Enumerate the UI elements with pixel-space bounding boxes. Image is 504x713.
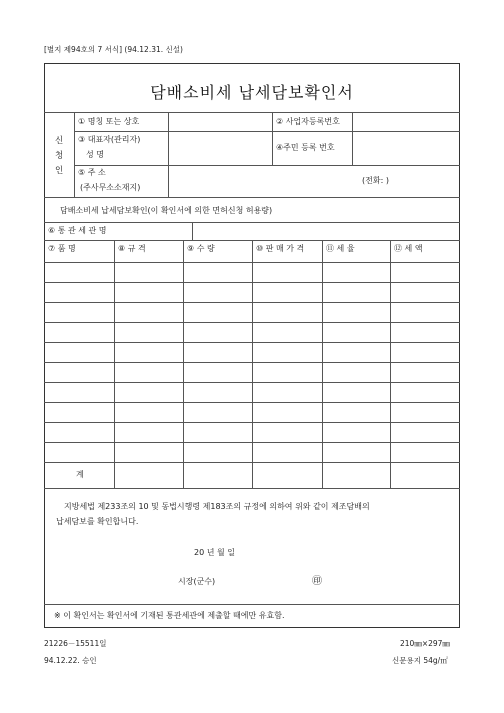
form-code: 21226－15511일	[44, 639, 107, 648]
approval-date: 94.12.22. 승인	[44, 656, 97, 665]
divider	[74, 165, 460, 166]
signer-label: 시장(군수)	[178, 577, 216, 586]
divider	[183, 240, 184, 488]
certify-line: 담배소비세 납세담보확인(이 확인서에 의한 면허신청 허용량)	[60, 206, 273, 215]
divider	[352, 112, 353, 165]
form-title: 담배소비세 납세담보확인서	[150, 83, 354, 102]
footnote: ※ 이 확인서는 확인서에 기재된 통관세관에 제출할 때에만 유효함.	[54, 611, 285, 620]
divider	[74, 131, 460, 132]
label-address: ⑤ 주 소	[78, 168, 106, 177]
applicant-label-char: 인	[55, 166, 64, 176]
divider	[44, 197, 460, 198]
divider	[390, 240, 391, 488]
column-header-item: ⑦ 품 명	[48, 244, 76, 253]
label-resident-reg-no: ④주민 등록 번호	[276, 143, 335, 152]
column-header-price: ⑩ 판 매 가 격	[256, 244, 305, 253]
divider	[322, 240, 323, 488]
total-label: 계	[76, 470, 84, 479]
divider	[192, 222, 193, 240]
divider	[168, 112, 169, 197]
column-header-tax-amount: ⑫ 세 액	[394, 244, 423, 253]
divider	[114, 240, 115, 488]
label-representative-name: 성 명	[86, 150, 104, 159]
label-business-reg-no: ② 사업자등록번호	[276, 117, 340, 126]
paper-weight: 신문용지 54g/㎡	[392, 656, 448, 665]
label-company-name: ① 명칭 또는 상호	[78, 117, 140, 126]
phone-field: (전화: )	[362, 176, 389, 185]
applicant-label-char: 신	[55, 136, 64, 146]
statement-text: 납세담보를 확인합니다.	[56, 517, 139, 526]
paper-size: 210㎜×297㎜	[400, 639, 450, 648]
divider	[272, 112, 273, 165]
divider	[252, 240, 253, 488]
form-header-note: [별지 제94호의 7 서식] (94.12.31. 신설)	[44, 45, 183, 54]
divider	[44, 604, 460, 605]
divider	[44, 488, 460, 489]
divider	[74, 112, 75, 197]
customs-office-label: ⑥ 통 관 세 관 명	[48, 226, 107, 235]
column-header-tax-rate: ⑪ 세 율	[326, 244, 355, 253]
seal-mark: ㊞	[312, 576, 322, 587]
statement-text: 지방세법 제233조의 10 및 동법시행령 제183조의 규정에 의하여 위와 같이 제조담배의	[64, 502, 370, 511]
applicant-label-char: 청	[55, 151, 64, 161]
divider	[44, 112, 460, 113]
label-office-location: (주사무소소재지)	[80, 183, 141, 192]
column-header-quantity: ⑨ 수 량	[187, 244, 215, 253]
date-line: 20 년 월 일	[194, 548, 235, 557]
divider	[44, 222, 460, 223]
column-header-spec: ⑧ 규 격	[118, 244, 146, 253]
label-representative: ③ 대표자(관리자)	[78, 135, 141, 144]
